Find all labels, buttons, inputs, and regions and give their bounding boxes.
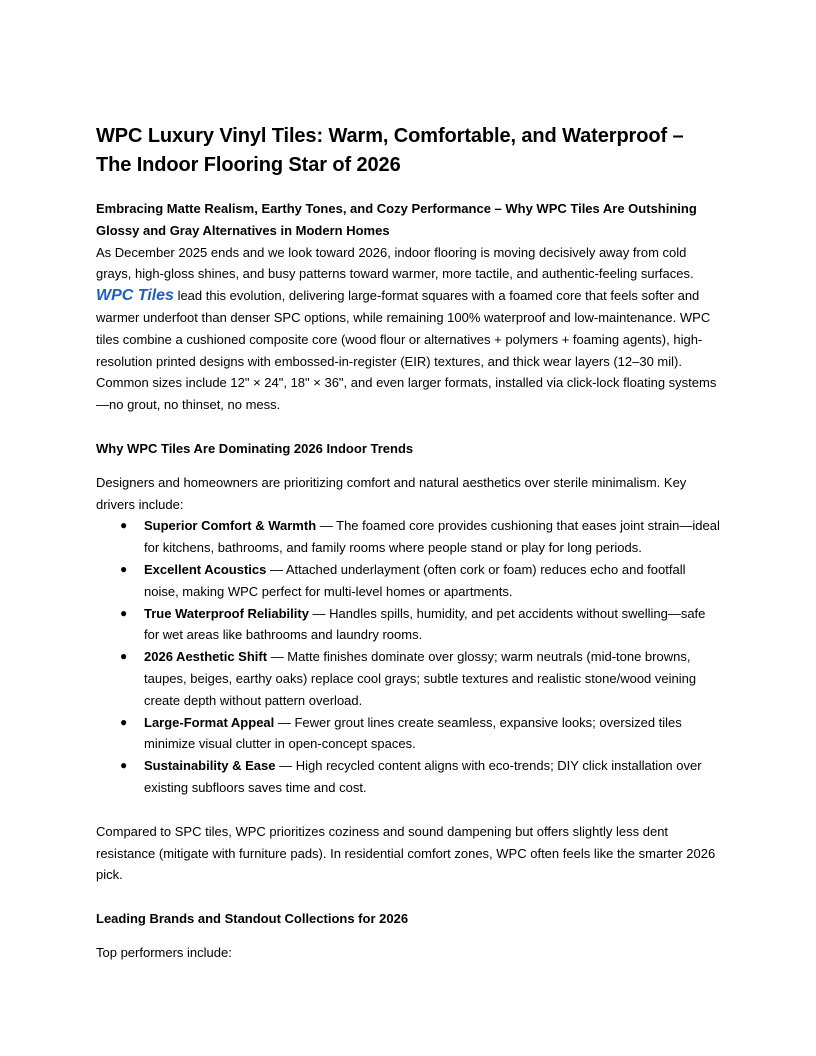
list-item (96, 755, 720, 799)
list-item (96, 515, 720, 559)
driver-text: — Handles spills, humidity, and pet accidents without swelling—safe for wet areas like bathrooms and laundry rooms. (144, 605, 706, 643)
bullet-icon: ● (120, 714, 128, 729)
bullet-icon: ● (120, 605, 128, 620)
intro-text-2: lead this evolution, delivering large-format squares with a foamed core that feels softer and warmer underfoot than denser SPC options, while remaining 100% waterproof and low-maintenance. WPC tiles combine a cushioned composite core (wood flour or alternatives + polymers + foaming agents), high-resolution printed designs with embossed-in-register (EIR) textures, and thick wear layers (12–30 mil). Common sizes include 12" × 24", 18" × 36", and even larger formats, installed via click-lock floating systems—no grout, no thinset, no mess. (96, 288, 717, 413)
list-item (96, 712, 720, 756)
driver-text: — Matte finishes dominate over glossy; warm neutrals (mid-tone browns, taupes, beiges, earthy oaks) replace cool grays; subtle textures and realistic stone/wood veining create depth without pattern overload. (144, 649, 697, 708)
driver-label: 2026 Aesthetic Shift (144, 649, 268, 665)
driver-text: — Attached underlayment (often cork or foam) reduces echo and footfall noise, making WPC perfect for multi-level homes or apartments. (144, 561, 686, 599)
driver-text: — Fewer grout lines create seamless, expansive looks; oversized tiles minimize visual clutter in open-concept spaces. (144, 714, 682, 752)
bullet-icon: ● (120, 649, 128, 664)
drivers-list (96, 515, 720, 798)
driver-text: — High recycled content aligns with eco-trends; DIY click installation over existing subfloors saves time and cost. (144, 758, 702, 795)
document-page (96, 122, 720, 964)
bullet-icon: ● (120, 758, 128, 773)
driver-text: — The foamed core provides cushioning that eases joint strain—ideal for kitchens, bathrooms, and family rooms where people stand or play for long periods. (144, 518, 720, 556)
driver-label: Superior Comfort & Warmth (144, 518, 317, 534)
driver-label: True Waterproof Reliability (144, 605, 309, 621)
intro-paragraph (96, 242, 720, 416)
driver-label: Large-Format Appeal (144, 714, 275, 730)
document-title: WPC Luxury Vinyl Tiles: Warm, Comfortable, and Waterproof – The Indoor Flooring Star of 2026 (96, 125, 684, 176)
list-item (96, 559, 720, 603)
driver-label: Excellent Acoustics (144, 561, 267, 577)
section-heading-brands: Leading Brands and Standout Collections for 2026 (96, 911, 409, 927)
intro-text-1: As December 2025 ends and we look toward 2026, indoor flooring is moving decisively away from cold grays, high-gloss shines, and busy patterns toward warmer, more tactile, and authentic-feeling surfaces. (96, 244, 694, 282)
list-item (96, 603, 720, 647)
bullet-icon: ● (120, 518, 128, 533)
section-heading-why: Why WPC Tiles Are Dominating 2026 Indoor Trends (96, 440, 414, 456)
why-intro: Designers and homeowners are prioritizing comfort and natural aesthetics over sterile minimalism. Key drivers include: (96, 474, 687, 512)
comparison-paragraph: Compared to SPC tiles, WPC prioritizes coziness and sound dampening but offers slightly less dent resistance (mitigate with furniture pads). In residential comfort zones, WPC often feels like the smarter 2026 pick. (96, 823, 716, 883)
document-subtitle: Embracing Matte Realism, Earthy Tones, and Cozy Performance – Why WPC Tiles Are Outshining Glossy and Gray Alternatives in Modern Homes (96, 201, 697, 238)
list-item (96, 646, 720, 711)
brands-intro: Top performers include: (96, 944, 232, 960)
bullet-icon: ● (120, 561, 128, 576)
driver-label: Sustainability & Ease (144, 758, 276, 774)
wpc-tiles-link[interactable]: WPC Tiles (96, 287, 174, 305)
